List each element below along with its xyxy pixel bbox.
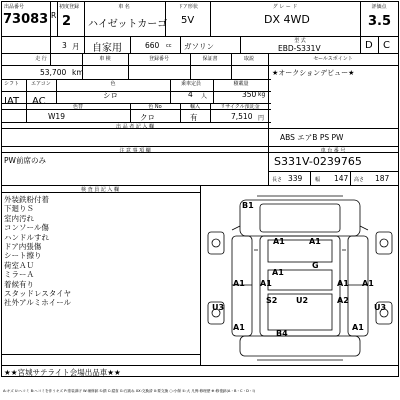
load: 350 (242, 90, 257, 99)
mileage-unit: km (72, 68, 84, 77)
damage-mark: A1 (309, 237, 321, 246)
fuel: ガソリン (184, 42, 214, 51)
damage-mark: A1 (362, 279, 374, 288)
seats-unit: 人 (201, 93, 208, 100)
inspector-label: 検 査 員 記 入 欄 (81, 187, 119, 193)
length: 339 (288, 174, 303, 183)
shift: IAT (4, 96, 20, 107)
damage-mark: S2 (266, 296, 278, 305)
inspector-note-item: コンソール傷 (4, 223, 49, 233)
damage-diagram (202, 190, 398, 364)
damage-mark: A1 (260, 279, 272, 288)
damage-mark: U2 (296, 296, 309, 305)
grade: DX 4WD (264, 13, 310, 26)
damage-mark: B4 (276, 329, 288, 338)
inspection-label: 車 検 (99, 56, 111, 62)
load-label: 積載量 (233, 81, 249, 87)
inspector-note-item: ドア内張傷 (4, 242, 42, 252)
import-label: 輸入 (189, 104, 201, 110)
aircon-label: エアコン (31, 81, 51, 87)
damage-mark: U3 (212, 303, 225, 312)
width-label: 幅 (315, 177, 321, 183)
seats: 4 (188, 90, 193, 99)
legend: A:キズ U:ヘコミ B:ヘコミを伴うキズ P:塗装剥げ W:補修跡 S:錆 C:腐食 G:石跳ね XX:交換済 X:要交換 ○:小傷 ①:大 凡例:修理歴 ⊕:修復跡(A・B・C・D・I) (3, 389, 255, 393)
recycle-unit: 円 (258, 115, 265, 122)
inspector-note-item: 社外アルミホイール (4, 298, 72, 308)
damage-mark: B1 (242, 201, 254, 210)
model-code: EBD-S331V (278, 44, 321, 53)
score-label: 評価点 (371, 4, 387, 10)
color-code: W19 (48, 112, 65, 121)
cc-unit: cc (166, 43, 172, 49)
equipment: ABS エアB PS PW (280, 133, 344, 142)
aircon: AC (32, 96, 46, 107)
color-label: 色 (110, 81, 116, 87)
damage-mark: A1 (337, 279, 349, 288)
inspector-note-item: ハンドルすれ (4, 232, 49, 242)
color: シロ (103, 91, 118, 100)
r-mark: R (51, 11, 57, 20)
footer-note: ★★宮城サテライト会場出品車★★ (4, 368, 121, 377)
exterior-grade: C (383, 40, 390, 51)
sales-point-label: セールスポイント (313, 56, 353, 62)
notes-text: PW前席のみ (4, 156, 46, 165)
mileage-label: 走 行 (35, 56, 47, 62)
lot-number: 73083 (3, 12, 49, 27)
seats-label: 乗車定員 (180, 81, 202, 87)
chassis-label: 車 台 番 号 (320, 148, 346, 154)
shift-label: シフト (4, 81, 20, 87)
inspector-notes (4, 195, 71, 308)
mileage: 53,700 (40, 68, 67, 77)
interior-grade: D (365, 40, 373, 51)
model-name: ハイゼットカーゴ (88, 19, 168, 30)
load-unit: kg (258, 91, 266, 98)
height-label: 高さ (354, 177, 365, 183)
exhibitor-label: 出 品 者 記 入 欄 (116, 124, 154, 130)
sales-point: ★オークションデビュー★ (272, 69, 355, 77)
notes-label: 注 意 事 項 欄 (119, 148, 151, 154)
recycle-label: リサイクル預託金 (220, 104, 260, 110)
manual-label: 取説 (243, 56, 255, 62)
width: 147 (334, 174, 349, 183)
inspector-note-item: 外装鉄粉付着 (4, 195, 49, 204)
model-code-label: 型 式 (294, 38, 306, 44)
inspector-note-item: ミラーＡ (4, 270, 34, 280)
door-type: 5V (181, 15, 195, 26)
auction-score: 3.5 (368, 14, 392, 29)
displacement: 660 (145, 41, 160, 50)
import: 有 (190, 113, 198, 122)
inspector-note-item: 着候有り (4, 279, 34, 289)
length-label: 長さ (272, 177, 283, 183)
color-no: クロ (140, 113, 155, 122)
chassis-number: S331V-0239765 (274, 155, 362, 168)
color-code-label: 色替 (72, 104, 84, 110)
damage-mark: A1 (233, 323, 245, 332)
height: 187 (375, 174, 390, 183)
damage-mark: G (312, 261, 319, 270)
registered-label: 登録番号 (148, 56, 170, 62)
first-reg-month: 3 (62, 41, 67, 50)
inspector-note-item: 荷室ＡＵ (4, 260, 34, 270)
inspector-note-item: 室内汚れ (4, 213, 34, 223)
first-reg-label: 初度登録 (59, 4, 80, 10)
month-unit: 月 (72, 42, 80, 51)
inspector-note-item: シート擦り (4, 251, 42, 261)
damage-mark: U3 (374, 303, 387, 312)
color-no-label: 色 No (148, 104, 162, 110)
damage-mark: A1 (233, 279, 245, 288)
first-reg-year: 2 (62, 14, 72, 29)
damage-mark: A1 (272, 268, 284, 277)
lot-no-label: 出品番号 (4, 4, 25, 10)
warranty-label: 保証書 (202, 56, 218, 62)
inspector-note-item: 下廻りＳ (4, 204, 34, 214)
damage-mark: A1 (352, 323, 364, 332)
recycle-fee: 7,510 (231, 112, 253, 121)
model-name-label: 車 名 (118, 4, 130, 10)
usage: 自家用 (92, 43, 122, 54)
damage-mark: A2 (337, 296, 349, 305)
inspector-note-item: スタッドレスタイヤ (4, 289, 72, 299)
doors-label: ドア形状 (178, 4, 198, 10)
damage-mark: A1 (273, 237, 285, 246)
grade-label: グ レ ー ド (272, 4, 298, 10)
